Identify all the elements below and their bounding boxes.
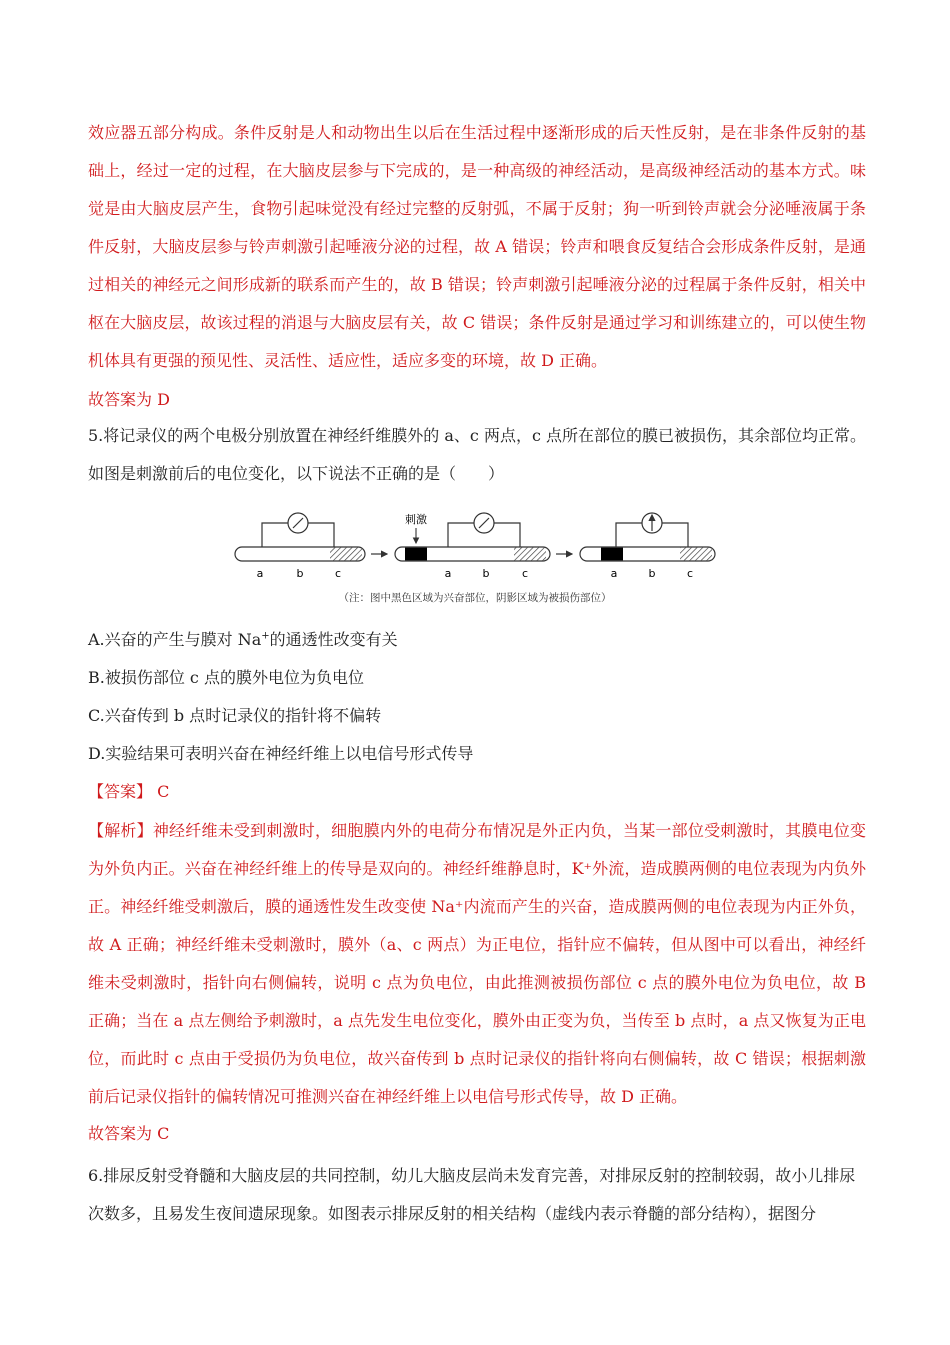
point-b-label: b (482, 567, 490, 580)
panel-before-stimulus (235, 513, 365, 580)
point-a-label: a (256, 567, 264, 580)
q5-stem-line1: 5.将记录仪的两个电极分别放置在神经纤维膜外的 a、c 两点，c 点所在部位的膜已被损伤，其余部位均正常。 (88, 426, 866, 445)
point-a-label: a (444, 567, 452, 580)
recorder-gauge-3 (642, 513, 662, 533)
panel-after-stimulus (580, 513, 715, 580)
q5-final-answer: 故答案为 C (88, 1124, 170, 1143)
option-a-superscript: + (261, 630, 270, 642)
damaged-region (514, 548, 546, 561)
option-c: C.兴奋传到 b 点时记录仪的指针将不偏转 (88, 706, 382, 725)
q5-stem-line2: 如图是刺激前后的电位变化，以下说法不正确的是（ ） (88, 464, 505, 483)
figure-note: （注：图中黑色区域为兴奋部位，阴影区域为被损伤部位） (338, 592, 612, 604)
q5-answer-label: 【答案】 C (88, 782, 170, 801)
panel-stimulus-at-a (395, 512, 550, 580)
point-c-label: c (686, 567, 694, 580)
point-c-label: c (521, 567, 529, 580)
option-a (88, 627, 866, 653)
recorder-gauge-2 (474, 513, 494, 533)
point-a-label: a (610, 567, 618, 580)
option-a-text-end: 的通透性改变有关 (269, 630, 398, 649)
point-c-label: c (334, 567, 342, 580)
option-a-text: A.兴奋的产生与膜对 Na (88, 630, 262, 649)
excited-region (405, 548, 427, 561)
q4-final-answer: 故答案为 D (88, 390, 170, 409)
stimulus-label: 刺激 (405, 513, 427, 526)
q4-explanation: 效应器五部分构成。条件反射是人和动物出生以后在生活过程中逐渐形成的后天性反射，是在非条件反射的基础上，经过一定的过程，在大脑皮层参与下完成的，是一种高级的神经活动，是高级神经活动的基本方式。味觉是由大脑皮层产生，食物引起味觉没有经过完整的反射弧，不属于反射；狗一听到铃声就会分泌唾液属于条件反射，大脑皮层参与铃声刺激引起唾液分泌的过程，故 A 错误；铃声和喂食反复结合会形成条件反射，是通过相关的神经元之间形成新的联系而产生的，故 B 错误；铃声刺激引起唾液分泌的过程属于条件反射，相关中枢在大脑皮层，故该过程的消退与大脑皮层有关，故 C 错误；条件反射是通过学习和训练建立的，可以使生物机体具有更强的预见性、灵活性、适应性，适应多变的环境，故 D 正确。 (88, 123, 866, 370)
option-b: B.被损伤部位 c 点的膜外电位为负电位 (88, 668, 364, 687)
q6-stem: 6.排尿反射受脊髓和大脑皮层的共同控制，幼儿大脑皮层尚未发育完善，对排尿反射的控制较弱，故小儿排尿次数多，且易发生夜间遗尿现象。如图表示排尿反射的相关结构（虚线内表示脊髓的部分结构），据图分 (88, 1166, 856, 1223)
point-b-label: b (648, 567, 656, 580)
q5-explanation: 【解析】神经纤维未受到刺激时，细胞膜内外的电荷分布情况是外正内负，当某一部位受刺激时，其膜电位变为外负内正。兴奋在神经纤维上的传导是双向的。神经纤维静息时，K⁺外流，造成膜两侧的电位表现为内负外正。神经纤维受刺激后，膜的通透性发生改变使 Na⁺内流而产生的兴奋，造成膜两侧的电位表现为内正外负，故 A 正确；神经纤维未受刺激时，膜外（a、c 两点）为正电位，指针应不偏转，但从图中可以看出，神经纤维未受刺激时，指针向右侧偏转，说明 c 点为负电位，由此推测被损伤部位 c 点的膜外电位为负电位，故 B 正确；当在 a 点左侧给予刺激时，a 点先发生电位变化，膜外由正变为负，当传至 b 点时，a 点又恢复为正电位，而此时 c 点由于受损仍为负电位，故兴奋传到 b 点时记录仪的指针将向右侧偏转，故 C 错误；根据刺激前后记录仪指针的偏转情况可推测兴奋在神经纤维上以电信号形式传导，故 D 正确。 (88, 821, 866, 1106)
option-d: D.实验结果可表明兴奋在神经纤维上以电信号形式传导 (88, 744, 474, 763)
recorder-gauge-1 (288, 513, 308, 533)
point-b-label: b (296, 567, 304, 580)
nerve-fiber-diagram (230, 505, 720, 610)
